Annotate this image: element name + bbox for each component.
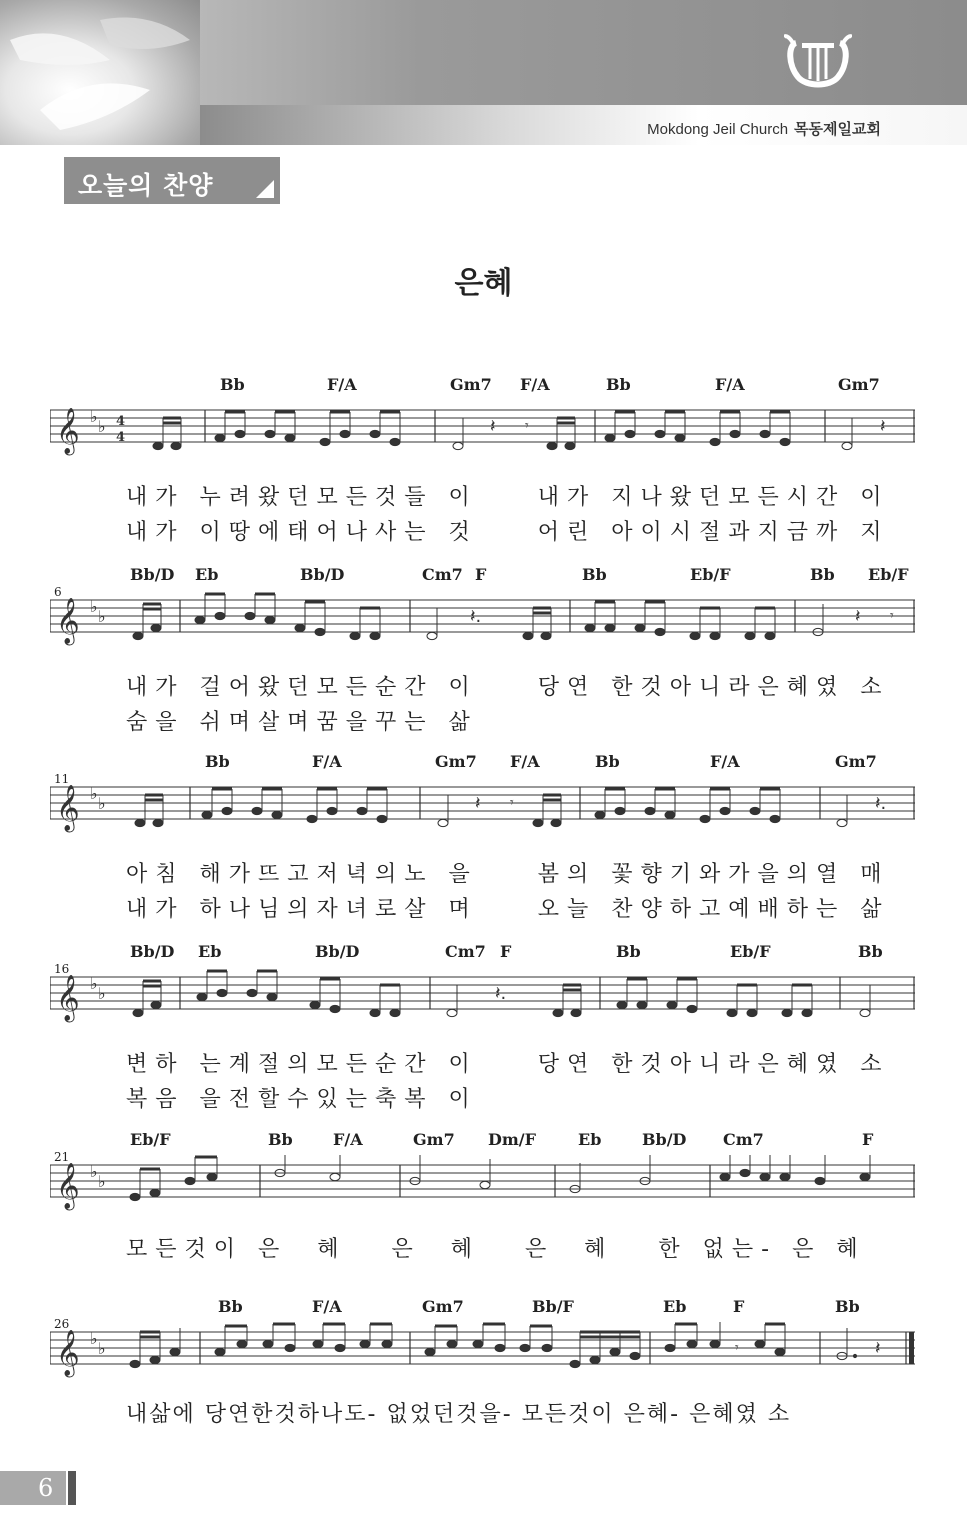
music-system-2 <box>50 565 915 740</box>
lyric-line-2: 숨을 쉬며살며꿈을꾸는 삶 <box>126 710 478 735</box>
chord: F <box>475 565 487 584</box>
chord: Eb <box>198 942 222 961</box>
section-label-text: 오늘의 찬양 <box>78 171 214 200</box>
chord: F <box>733 1297 745 1316</box>
chord: Gm7 <box>838 375 880 394</box>
chord: F/A <box>715 375 745 394</box>
svg-text:♭: ♭ <box>90 407 98 426</box>
chord: Bb <box>835 1297 860 1316</box>
chord: Bb <box>582 565 607 584</box>
svg-text:♭: ♭ <box>90 597 98 616</box>
music-system-4 <box>50 942 915 1117</box>
svg-text:4: 4 <box>116 430 126 445</box>
chord: Bb <box>268 1130 293 1149</box>
chord: Bb <box>205 752 230 771</box>
staff <box>50 400 915 460</box>
svg-text:♭: ♭ <box>98 417 106 436</box>
chord: F/A <box>510 752 540 771</box>
svg-text:♭: ♭ <box>90 1329 98 1348</box>
chord: Bb/D <box>642 1130 687 1149</box>
page-number: 6 <box>38 1474 54 1502</box>
chord: Cm7 <box>422 565 463 584</box>
chord: Bb <box>218 1297 243 1316</box>
svg-text:♭: ♭ <box>98 1172 106 1191</box>
chord: Bb/F <box>532 1297 574 1316</box>
chord: Bb/D <box>130 565 175 584</box>
chord: Eb/F <box>130 1130 171 1149</box>
chord: Bb <box>810 565 835 584</box>
page-number-tab <box>0 1471 66 1505</box>
church-name-ko: 목동제일교회 <box>794 120 881 138</box>
svg-text:𝄽: 𝄽 <box>475 793 481 814</box>
lyric-line-1: 변하 는계절의모든순간 이 당연 한것아니라은혜였 소 <box>126 1052 890 1077</box>
svg-text:4: 4 <box>116 414 126 429</box>
lyric-line-2: 복음 을전할수있는축복 이 <box>126 1087 478 1112</box>
staff <box>50 967 915 1027</box>
music-system-1 <box>50 375 915 550</box>
chord: Gm7 <box>435 752 477 771</box>
chord: F <box>862 1130 874 1149</box>
chord: Eb/F <box>868 565 909 584</box>
svg-text:𝄾: 𝄾 <box>510 795 514 811</box>
svg-text:♭: ♭ <box>90 784 98 803</box>
staff <box>50 590 915 650</box>
lyric-line-1: 내삶에 당연한것하나도- 없었던것을- 모든것이 은혜- 은혜였 소 <box>126 1402 792 1427</box>
chord: Bb <box>616 942 641 961</box>
chord: Cm7 <box>723 1130 764 1149</box>
staff <box>50 1155 915 1215</box>
svg-text:𝄽: 𝄽 <box>490 416 496 437</box>
svg-text:♭: ♭ <box>98 984 106 1003</box>
chord: Cm7 <box>445 942 486 961</box>
svg-text:𝄞: 𝄞 <box>56 408 80 454</box>
lyre-logo-icon <box>784 25 852 95</box>
song-title: 은혜 <box>454 266 513 301</box>
music-system-6 <box>50 1297 915 1437</box>
measure-number: 6 <box>54 585 62 599</box>
church-name-en: Mokdong Jeil Church <box>647 121 789 138</box>
music-system-3 <box>50 752 915 927</box>
chord: F <box>500 942 512 961</box>
chord: Bb <box>858 942 883 961</box>
svg-text:♭: ♭ <box>98 1339 106 1358</box>
svg-text:𝄽.: 𝄽. <box>875 793 887 814</box>
svg-text:𝄽: 𝄽 <box>875 1338 881 1359</box>
chord: F/A <box>520 375 550 394</box>
music-system-5 <box>50 1130 915 1270</box>
measure-number: 11 <box>54 772 70 786</box>
lyric-line-1: 내가 걸어왔던모든순간 이 당연 한것아니라은혜였 소 <box>126 675 890 700</box>
chord: Bb/D <box>300 565 345 584</box>
svg-text:𝄞: 𝄞 <box>56 598 80 644</box>
svg-text:𝄞: 𝄞 <box>56 1330 80 1376</box>
svg-text:𝄞: 𝄞 <box>56 785 80 831</box>
chord: F/A <box>710 752 740 771</box>
chord: Bb <box>595 752 620 771</box>
lily-photo <box>0 0 200 145</box>
chord: Eb/F <box>690 565 731 584</box>
chord: F/A <box>312 1297 342 1316</box>
section-label <box>64 157 280 204</box>
svg-text:𝄾: 𝄾 <box>890 608 894 624</box>
lyric-line-1: 모든것이 은 혜 은 혜 은 혜 한 없는- 은 혜 <box>126 1237 866 1262</box>
measure-number: 26 <box>54 1317 70 1331</box>
lyric-line-1: 내가 누려왔던모든것들 이 내가 지나왔던모든시간 이 <box>126 485 890 510</box>
chord: Dm/F <box>488 1130 537 1149</box>
svg-text:♭: ♭ <box>90 1162 98 1181</box>
page-number-bar <box>68 1471 76 1505</box>
chord: Gm7 <box>450 375 492 394</box>
staff <box>50 1322 915 1382</box>
chord: Eb <box>195 565 219 584</box>
chord: Eb <box>578 1130 602 1149</box>
svg-text:𝄾: 𝄾 <box>525 418 529 434</box>
chord: Bb <box>220 375 245 394</box>
svg-text:𝄽: 𝄽 <box>880 416 886 437</box>
svg-text:♭: ♭ <box>90 974 98 993</box>
svg-text:𝄞: 𝄞 <box>56 975 80 1021</box>
lyric-line-2: 내가 이땅에태어나사는 것 어린 아이시절과지금까 지 <box>126 520 890 545</box>
svg-text:♭: ♭ <box>98 794 106 813</box>
chord: Gm7 <box>413 1130 455 1149</box>
church-name <box>647 118 881 139</box>
measure-number: 16 <box>54 962 70 976</box>
svg-text:♭: ♭ <box>98 607 106 626</box>
chord: Gm7 <box>835 752 877 771</box>
chord: F/A <box>327 375 357 394</box>
chord: Bb/D <box>130 942 175 961</box>
measure-number: 21 <box>54 1150 70 1164</box>
svg-text:𝄾: 𝄾 <box>735 1340 739 1356</box>
chord: F/A <box>312 752 342 771</box>
svg-text:𝄽.: 𝄽. <box>495 983 507 1004</box>
chord: Gm7 <box>422 1297 464 1316</box>
chord: Bb/D <box>315 942 360 961</box>
chord: Eb/F <box>730 942 771 961</box>
corner-triangle-icon <box>256 180 274 198</box>
svg-text:𝄞: 𝄞 <box>56 1163 80 1209</box>
chord: Bb <box>606 375 631 394</box>
lyric-line-2: 내가 하나님의자녀로살 며 오늘 찬양하고예배하는 삶 <box>126 897 890 922</box>
svg-text:𝄽: 𝄽 <box>855 606 861 627</box>
svg-text:𝄽.: 𝄽. <box>470 606 482 627</box>
staff <box>50 777 915 837</box>
chord: F/A <box>333 1130 363 1149</box>
chord: Eb <box>663 1297 687 1316</box>
lyric-line-1: 아침 해가뜨고저녁의노 을 봄의 꽃향기와가을의열 매 <box>126 862 890 887</box>
